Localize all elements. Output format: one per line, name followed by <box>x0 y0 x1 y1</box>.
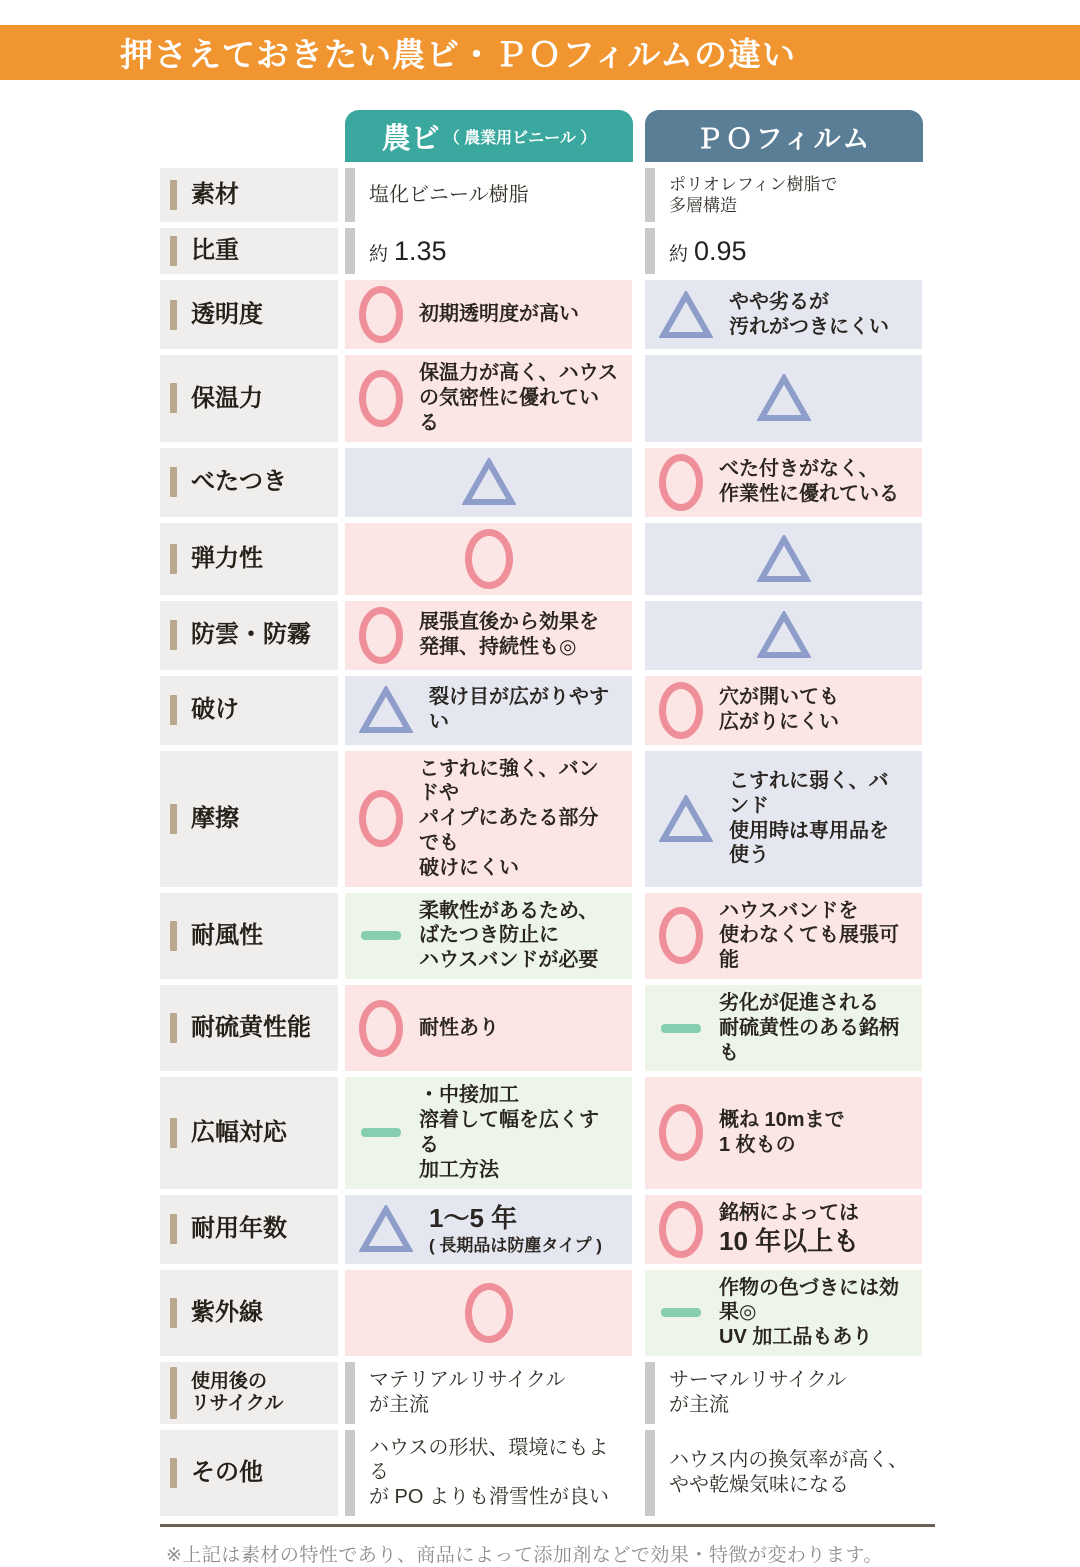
cell-text-line: べた付きがなく、 <box>719 458 879 481</box>
cell-text-line: 銘柄によっては <box>719 1201 859 1224</box>
dash-icon <box>661 1024 701 1033</box>
row-label-cell <box>160 355 338 441</box>
cell-text-line: 展張直後から効果を <box>419 611 599 634</box>
cell-text <box>719 991 908 1065</box>
triangle-icon <box>757 611 811 659</box>
comparison-cell-nobi <box>345 355 632 441</box>
row-label-cell <box>160 1195 338 1264</box>
label-bar <box>170 1013 177 1043</box>
row-label-cell <box>160 280 338 349</box>
row-label-cell <box>160 676 338 745</box>
row-label: 広幅対応 <box>191 1119 287 1147</box>
cell-text-line: 初期透明度が高い <box>419 303 579 326</box>
label-bar <box>170 921 177 951</box>
cell-text-line: こすれに強く、バンドや <box>419 757 599 805</box>
cell-text <box>429 1202 602 1255</box>
cell-text <box>419 1016 499 1041</box>
cell-text-line: 加工方法 <box>419 1158 499 1181</box>
row-label-cell <box>160 1430 338 1516</box>
cell-text-line: 10 年以上も <box>719 1226 860 1257</box>
table-row <box>160 985 1080 1071</box>
cell-text-line: 汚れがつきにくい <box>729 315 889 338</box>
triangle-icon <box>359 1205 413 1253</box>
circle-icon <box>659 1104 703 1161</box>
cell-text <box>669 1448 908 1498</box>
column-header-nobi-label: 農ビ <box>381 122 440 155</box>
circle-icon <box>359 1000 403 1057</box>
cell-text <box>729 290 889 340</box>
cell-text-line: ハウスの形状、環境にもよる <box>369 1436 609 1484</box>
comparison-cell-nobi <box>345 751 632 887</box>
row-label-cell <box>160 985 338 1071</box>
circle-icon <box>659 1201 703 1258</box>
table-row <box>160 751 1080 887</box>
comparison-cell-po <box>645 1195 922 1264</box>
column-headers <box>345 110 1080 162</box>
row-label: 摩擦 <box>191 804 239 832</box>
comparison-cell-nobi <box>345 601 632 670</box>
comparison-cell-po <box>645 1430 922 1516</box>
cell-text <box>369 183 529 208</box>
table-row <box>160 523 1080 595</box>
label-bar <box>170 383 177 413</box>
cell-text-line: 作業性に優れている <box>719 483 899 506</box>
cell-text <box>719 457 899 507</box>
cell-text-line: 柔軟性があるため、 <box>419 899 599 922</box>
cell-text <box>369 1436 618 1510</box>
triangle-icon <box>462 458 516 506</box>
row-label: 保温力 <box>191 384 263 412</box>
table-row <box>160 355 1080 441</box>
cell-text-line: が主流 <box>369 1393 429 1416</box>
row-label: 弾力性 <box>191 544 263 572</box>
cell-text <box>419 1083 618 1182</box>
comparison-cell-po <box>645 893 922 979</box>
row-label-cell <box>160 893 338 979</box>
label-bar <box>170 695 177 725</box>
label-bar <box>170 236 177 266</box>
circle-icon <box>359 790 403 847</box>
circle-icon <box>359 286 403 343</box>
cell-text-line: ( 長期品は防塵タイプ ) <box>429 1235 602 1255</box>
circle-icon <box>465 1283 513 1343</box>
cell-text-line: の気密性に優れている <box>419 386 599 434</box>
cell-text-line: ハウスバンドが必要 <box>419 949 599 972</box>
row-label: 耐用年数 <box>191 1215 287 1243</box>
title-banner <box>0 25 1080 80</box>
cell-text-line: ばたつき防止に <box>419 924 559 947</box>
label-bar <box>170 1214 177 1244</box>
dash-icon <box>661 1308 701 1317</box>
cell-text-line: が PO よりも滑雪性が良い <box>369 1486 610 1509</box>
label-bar <box>170 544 177 574</box>
row-label: 耐風性 <box>191 921 263 949</box>
comparison-cell-po <box>645 601 922 670</box>
comparison-cell-nobi <box>345 168 632 222</box>
label-bar <box>170 620 177 650</box>
cell-text-line: 穴が開いても <box>719 686 839 709</box>
cell-text-line: 耐硫黄性のある銘柄も <box>719 1016 899 1064</box>
label-bar <box>170 180 177 210</box>
comparison-cell-nobi <box>345 985 632 1071</box>
label-bar <box>170 1298 177 1328</box>
label-bar <box>170 1118 177 1148</box>
cell-text-line: 発揮、持続性も◎ <box>419 636 577 659</box>
value-text <box>369 236 447 267</box>
cell-text-line: マテリアルリサイクル <box>369 1368 566 1391</box>
label-bar <box>170 467 177 497</box>
table-row <box>160 601 1080 670</box>
cell-text-line: サーマルリサイクル <box>669 1368 847 1391</box>
cell-text <box>429 685 618 735</box>
circle-icon <box>359 607 403 664</box>
value-text <box>669 236 747 267</box>
comparison-cell-po <box>645 1077 922 1188</box>
row-label: 耐硫黄性能 <box>191 1014 311 1042</box>
comparison-cell-nobi <box>345 1362 632 1424</box>
circle-icon <box>465 529 513 589</box>
row-label: 破け <box>191 696 239 724</box>
row-label-cell <box>160 168 338 222</box>
table-row <box>160 1430 1080 1516</box>
column-header-po-label: ＰＯフィルム <box>695 123 873 154</box>
comparison-cell-po <box>645 280 922 349</box>
triangle-icon <box>757 374 811 422</box>
cell-text <box>719 1276 908 1350</box>
comparison-cell-po <box>645 1270 922 1356</box>
footnote: ※上記は素材の特性であり、商品によって添加剤などで効果・特徴が変わります。 <box>166 1544 883 1566</box>
row-label: その他 <box>191 1458 263 1486</box>
cell-text-line: が主流 <box>669 1393 729 1416</box>
comparison-cell-po <box>645 168 922 222</box>
row-label-cell <box>160 751 338 887</box>
table-row <box>160 676 1080 745</box>
comparison-cell-nobi <box>345 523 632 595</box>
cell-text-line: やや乾燥気味になる <box>669 1473 849 1496</box>
cell-text-line: 破けにくい <box>419 856 519 879</box>
row-label-cell <box>160 523 338 595</box>
value-prefix: 約 <box>369 243 389 265</box>
value-prefix: 約 <box>669 243 689 265</box>
table-row <box>160 1195 1080 1264</box>
circle-icon <box>359 370 403 427</box>
comparison-cell-nobi <box>345 228 632 274</box>
row-label: 防雲・防霧 <box>191 621 311 649</box>
label-bar <box>170 300 177 330</box>
cell-text-line: 概ね 10mまで <box>719 1109 845 1132</box>
cell-text-line: 劣化が促進される <box>719 991 879 1014</box>
cell-text-line: 裂け目が広がりやすい <box>429 686 609 734</box>
page-title: 押さえておきたい農ビ・ＰＯフィルムの違い <box>120 36 797 73</box>
comparison-cell-nobi <box>345 1430 632 1516</box>
dash-icon <box>361 1128 401 1137</box>
value-number: 0.95 <box>694 235 747 266</box>
comparison-cell-po <box>645 1362 922 1424</box>
cell-text-line: 1 枚もの <box>719 1133 796 1156</box>
cell-text-line: UV 加工品もあり <box>719 1326 873 1349</box>
cell-text-line: ポリオレフィン樹脂で <box>669 175 838 194</box>
comparison-cell-nobi <box>345 1270 632 1356</box>
table-row <box>160 1270 1080 1356</box>
cell-text-line: 使わなくても展張可能 <box>719 924 899 972</box>
comparison-table <box>160 168 1080 1516</box>
circle-icon <box>659 454 703 511</box>
cell-text <box>419 757 618 881</box>
comparison-cell-po <box>645 448 922 517</box>
table-row <box>160 448 1080 517</box>
column-header-nobi-sublabel: （ 農業用ビニール ） <box>443 129 597 147</box>
cell-text-line: 広がりにくい <box>719 711 839 734</box>
value-number: 1.35 <box>394 235 447 266</box>
comparison-cell-nobi <box>345 893 632 979</box>
row-label: 紫外線 <box>191 1298 263 1326</box>
row-label-cell <box>160 448 338 517</box>
table-row <box>160 893 1080 979</box>
cell-text <box>719 685 839 735</box>
triangle-icon <box>757 535 811 583</box>
row-label-cell <box>160 1362 338 1424</box>
cell-text <box>419 610 599 660</box>
label-bar <box>170 1367 177 1419</box>
cell-text-line: 耐性あり <box>419 1016 499 1039</box>
dash-icon <box>361 931 401 940</box>
row-label-cell <box>160 1270 338 1356</box>
cell-text <box>419 361 618 435</box>
comparison-cell-po <box>645 751 922 887</box>
comparison-cell-po <box>645 676 922 745</box>
cell-text <box>669 174 837 216</box>
comparison-cell-nobi <box>345 676 632 745</box>
cell-text-line: 使用時は専用品を使う <box>729 819 889 867</box>
row-label: 素材 <box>191 181 239 209</box>
comparison-cell-nobi <box>345 1195 632 1264</box>
cell-text-line: パイプにあたる部分でも <box>419 807 599 854</box>
row-label: べたつき <box>191 468 287 496</box>
cell-text <box>369 1368 565 1418</box>
cell-text <box>719 1108 845 1158</box>
row-label: 透明度 <box>191 300 263 328</box>
comparison-cell-nobi <box>345 1077 632 1188</box>
table-row <box>160 168 1080 222</box>
cell-text-line: 保温力が高く、ハウス <box>419 362 618 385</box>
cell-text-line: ハウスバンドを <box>719 899 859 922</box>
cell-text <box>419 899 598 973</box>
row-label: 使用後の リサイクル <box>191 1370 284 1414</box>
comparison-cell-po <box>645 985 922 1071</box>
triangle-icon <box>359 686 413 734</box>
cell-text <box>729 769 908 868</box>
cell-text <box>669 1368 846 1418</box>
cell-text-line: ハウス内の換気率が高く、 <box>669 1448 908 1471</box>
cell-text-line: ・中接加工 <box>419 1084 519 1107</box>
comparison-cell-nobi <box>345 280 632 349</box>
comparison-cell-nobi <box>345 448 632 517</box>
comparison-cell-po <box>645 228 922 274</box>
cell-text-line: 溶着して幅を広くする <box>419 1109 599 1156</box>
cell-text-line: こすれに弱く、バンド <box>729 769 889 817</box>
row-label-cell <box>160 228 338 274</box>
table-row <box>160 1077 1080 1188</box>
cell-text-line: やや劣るが <box>729 290 829 313</box>
cell-text <box>719 1201 859 1258</box>
label-bar <box>170 1458 177 1488</box>
cell-text <box>419 302 579 327</box>
cell-text-line: 多層構造 <box>669 196 737 216</box>
cell-text-line: 塩化ビニール樹脂 <box>369 183 529 206</box>
triangle-icon <box>659 795 713 843</box>
cell-text <box>719 899 908 973</box>
cell-text-line: 1〜5 年 <box>429 1203 518 1234</box>
comparison-cell-po <box>645 523 922 595</box>
label-bar <box>170 804 177 834</box>
comparison-cell-po <box>645 355 922 441</box>
footer-divider <box>160 1524 935 1527</box>
circle-icon <box>659 682 703 739</box>
circle-icon <box>659 907 703 964</box>
row-label: 比重 <box>191 237 239 265</box>
triangle-icon <box>659 291 713 339</box>
table-row <box>160 280 1080 349</box>
table-row <box>160 1362 1080 1424</box>
row-label-cell <box>160 1077 338 1188</box>
table-row <box>160 228 1080 274</box>
cell-text-line: 作物の色づきには効果◎ <box>719 1276 899 1324</box>
row-label-cell <box>160 601 338 670</box>
column-header-po <box>645 110 923 162</box>
column-header-nobi <box>345 110 633 162</box>
